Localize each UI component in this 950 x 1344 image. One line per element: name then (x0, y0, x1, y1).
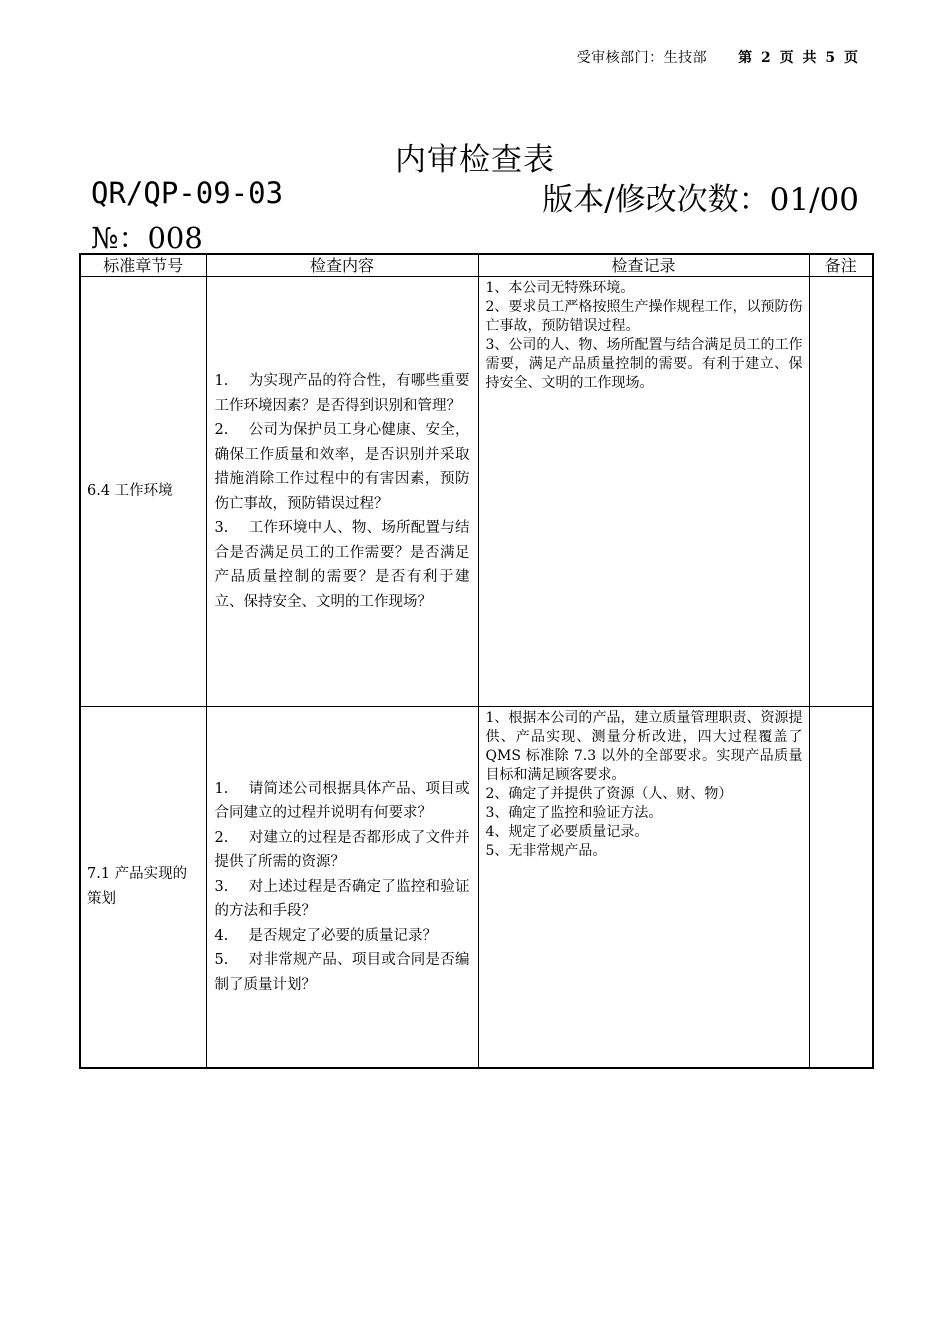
page-number: 第 2 页 共 5 页 (738, 50, 860, 66)
check-item: 3. 对上述过程是否确定了监控和验证的方法和手段？ (214, 878, 470, 920)
record-line: 5、无非常规产品。 (485, 843, 607, 859)
check-item: 4. 是否规定了必要的质量记录？ (214, 927, 437, 944)
check-item: 5. 对非常规产品、项目或合同是否编制了质量计划？ (214, 952, 470, 993)
record-line: 1、本公司无特殊环境。 (485, 280, 635, 296)
document-number: №：008 (91, 221, 203, 255)
record-line: 3、确定了监控和验证方法。 (485, 805, 663, 821)
record-line: 2、确定了并提供了资源（人、财、物） (485, 786, 733, 802)
check-item: 2. 对建立的过程是否都形成了文件并提供了所需的资源？ (214, 829, 470, 871)
content-cell (206, 707, 478, 1069)
record-cell (478, 707, 809, 1069)
record-line: 1、根据本公司的产品，建立质量管理职责、资源提供、产品实现、测量分析改进，四大过程覆盖了 QMS 标准除 7.3 以外的全部要求。实现产品质量目标和满足顾客要求。 (485, 710, 803, 783)
record-line: 2、要求员工严格按照生产操作规程工作，以预防伤亡事故，预防错误过程。 (485, 299, 803, 334)
table-row (80, 277, 873, 707)
column-header-content: 检查内容 (206, 254, 478, 277)
section-cell: 7.1 产品实现的策划 (80, 707, 206, 1069)
column-header-section: 标准章节号 (80, 254, 206, 277)
column-header-record: 检查记录 (478, 254, 809, 277)
record-cell (478, 277, 809, 707)
table-header-row (80, 254, 873, 277)
check-item: 2. 公司为保护员工身心健康、安全，确保工作质量和效率，是否识别并采取措施消除工作过程中的有害因素，预防伤亡事故，预防错误过程？ (214, 422, 470, 512)
document-code: QR/QP-09-03 (91, 176, 284, 210)
page-header-info (577, 47, 860, 67)
document-title: 内审检查表 (395, 142, 555, 178)
table-row (80, 707, 873, 1069)
section-cell: 6.4 工作环境 (80, 277, 206, 707)
note-cell (809, 707, 873, 1069)
check-item: 3. 工作环境中人、物、场所配置与结合是否满足员工的工作需要？是否满足产品质量控制的需要？是否有利于建立、保持安全、文明的工作现场？ (214, 520, 470, 610)
version-info: 版本/修改次数：01/00 (542, 182, 859, 218)
audited-department: 受审核部门：生技部 (576, 50, 708, 66)
record-line: 4、规定了必要质量记录。 (485, 824, 649, 840)
audit-checklist-table (79, 253, 874, 1069)
column-header-note: 备注 (809, 254, 873, 277)
record-line: 3、公司的人、物、场所配置与结合满足员工的工作需要，满足产品质量控制的需要。有利于建立、保持安全、文明的工作现场。 (485, 337, 803, 391)
check-item: 1. 请简述公司根据具体产品、项目或合同建立的过程并说明有何要求？ (214, 780, 470, 822)
note-cell (809, 277, 873, 707)
content-cell (206, 277, 478, 707)
check-item: 1. 为实现产品的符合性，有哪些重要工作环境因素？是否得到识别和管理？ (214, 373, 470, 414)
